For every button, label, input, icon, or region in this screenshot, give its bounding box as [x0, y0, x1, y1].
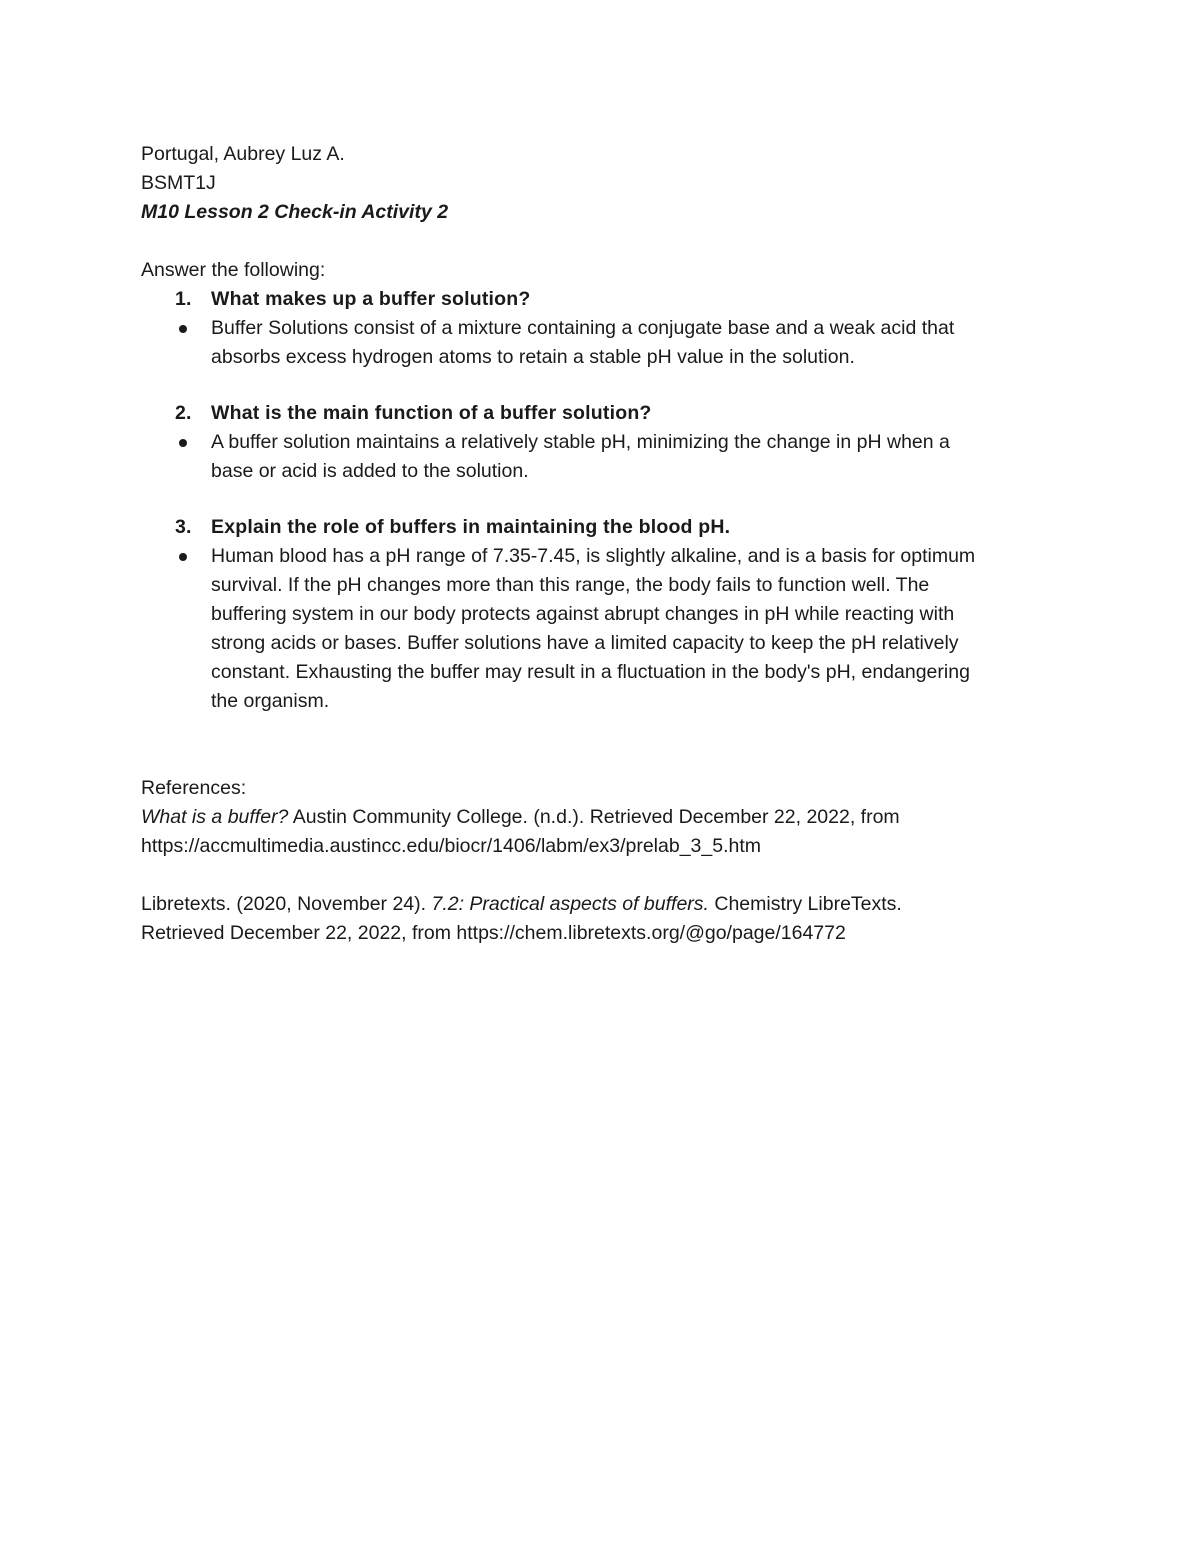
reference-1-title: What is a buffer?	[141, 806, 289, 828]
reference-2-title: 7.2: Practical aspects of buffers.	[431, 893, 709, 915]
bullet-icon	[179, 325, 187, 333]
question-text: What is the main function of a buffer solution?	[211, 402, 652, 424]
reference-2-retrieved: Retrieved December 22, 2022, from https://chem.libretexts.org/@go/page/164772	[141, 922, 846, 944]
question-3	[141, 513, 1071, 542]
answer-line: A buffer solution maintains a relatively stable pH, minimizing the change in pH when a	[211, 431, 950, 453]
reference-1-source: Austin Community College. (n.d.). Retrieved December 22, 2022, from	[288, 806, 900, 828]
references-heading: References:	[141, 777, 247, 799]
answer-line: Human blood has a pH range of 7.35-7.45, is slightly alkaline, and is a basis for optimum	[211, 545, 976, 567]
answer-2	[141, 428, 1071, 486]
question-number: 2.	[175, 402, 192, 424]
answer-3	[141, 542, 1071, 716]
answer-line: buffering system in our body protects against abrupt changes in pH while reacting with	[211, 603, 955, 625]
question-number: 1.	[175, 288, 192, 310]
reference-2-author: Libretexts. (2020, November 24).	[141, 893, 432, 915]
bullet-icon	[179, 439, 187, 447]
answer-line: absorbs excess hydrogen atoms to retain a stable pH value in the solution.	[211, 346, 855, 368]
answer-line: the organism.	[211, 690, 330, 712]
section-code: BSMT1J	[141, 172, 216, 194]
activity-title: M10 Lesson 2 Check-in Activity 2	[141, 201, 449, 223]
question-text: Explain the role of buffers in maintaining the blood pH.	[211, 516, 731, 538]
answer-1	[141, 314, 1071, 372]
student-name: Portugal, Aubrey Luz A.	[141, 143, 345, 165]
instructions: Answer the following:	[141, 259, 326, 281]
reference-2-publisher: Chemistry LibreTexts.	[708, 893, 902, 915]
answer-line: survival. If the pH changes more than this range, the body fails to function well. The	[211, 574, 930, 596]
question-text: What makes up a buffer solution?	[211, 288, 531, 310]
question-number: 3.	[175, 516, 192, 538]
answer-line: Buffer Solutions consist of a mixture containing a conjugate base and a weak acid that	[211, 317, 955, 339]
answer-line: constant. Exhausting the buffer may result in a fluctuation in the body's pH, endangering	[211, 661, 970, 683]
reference-1-url: https://accmultimedia.austincc.edu/biocr/1406/labm/ex3/prelab_3_5.htm	[141, 835, 762, 857]
answer-line: strong acids or bases. Buffer solutions have a limited capacity to keep the pH relatively	[211, 632, 959, 654]
reference-1-line-1	[141, 803, 1071, 832]
question-1	[141, 285, 1071, 314]
question-2	[141, 399, 1071, 428]
answer-line: base or acid is added to the solution.	[211, 460, 529, 482]
document-page	[141, 140, 1071, 948]
reference-2-line-1	[141, 890, 1071, 919]
bullet-icon	[179, 553, 187, 561]
